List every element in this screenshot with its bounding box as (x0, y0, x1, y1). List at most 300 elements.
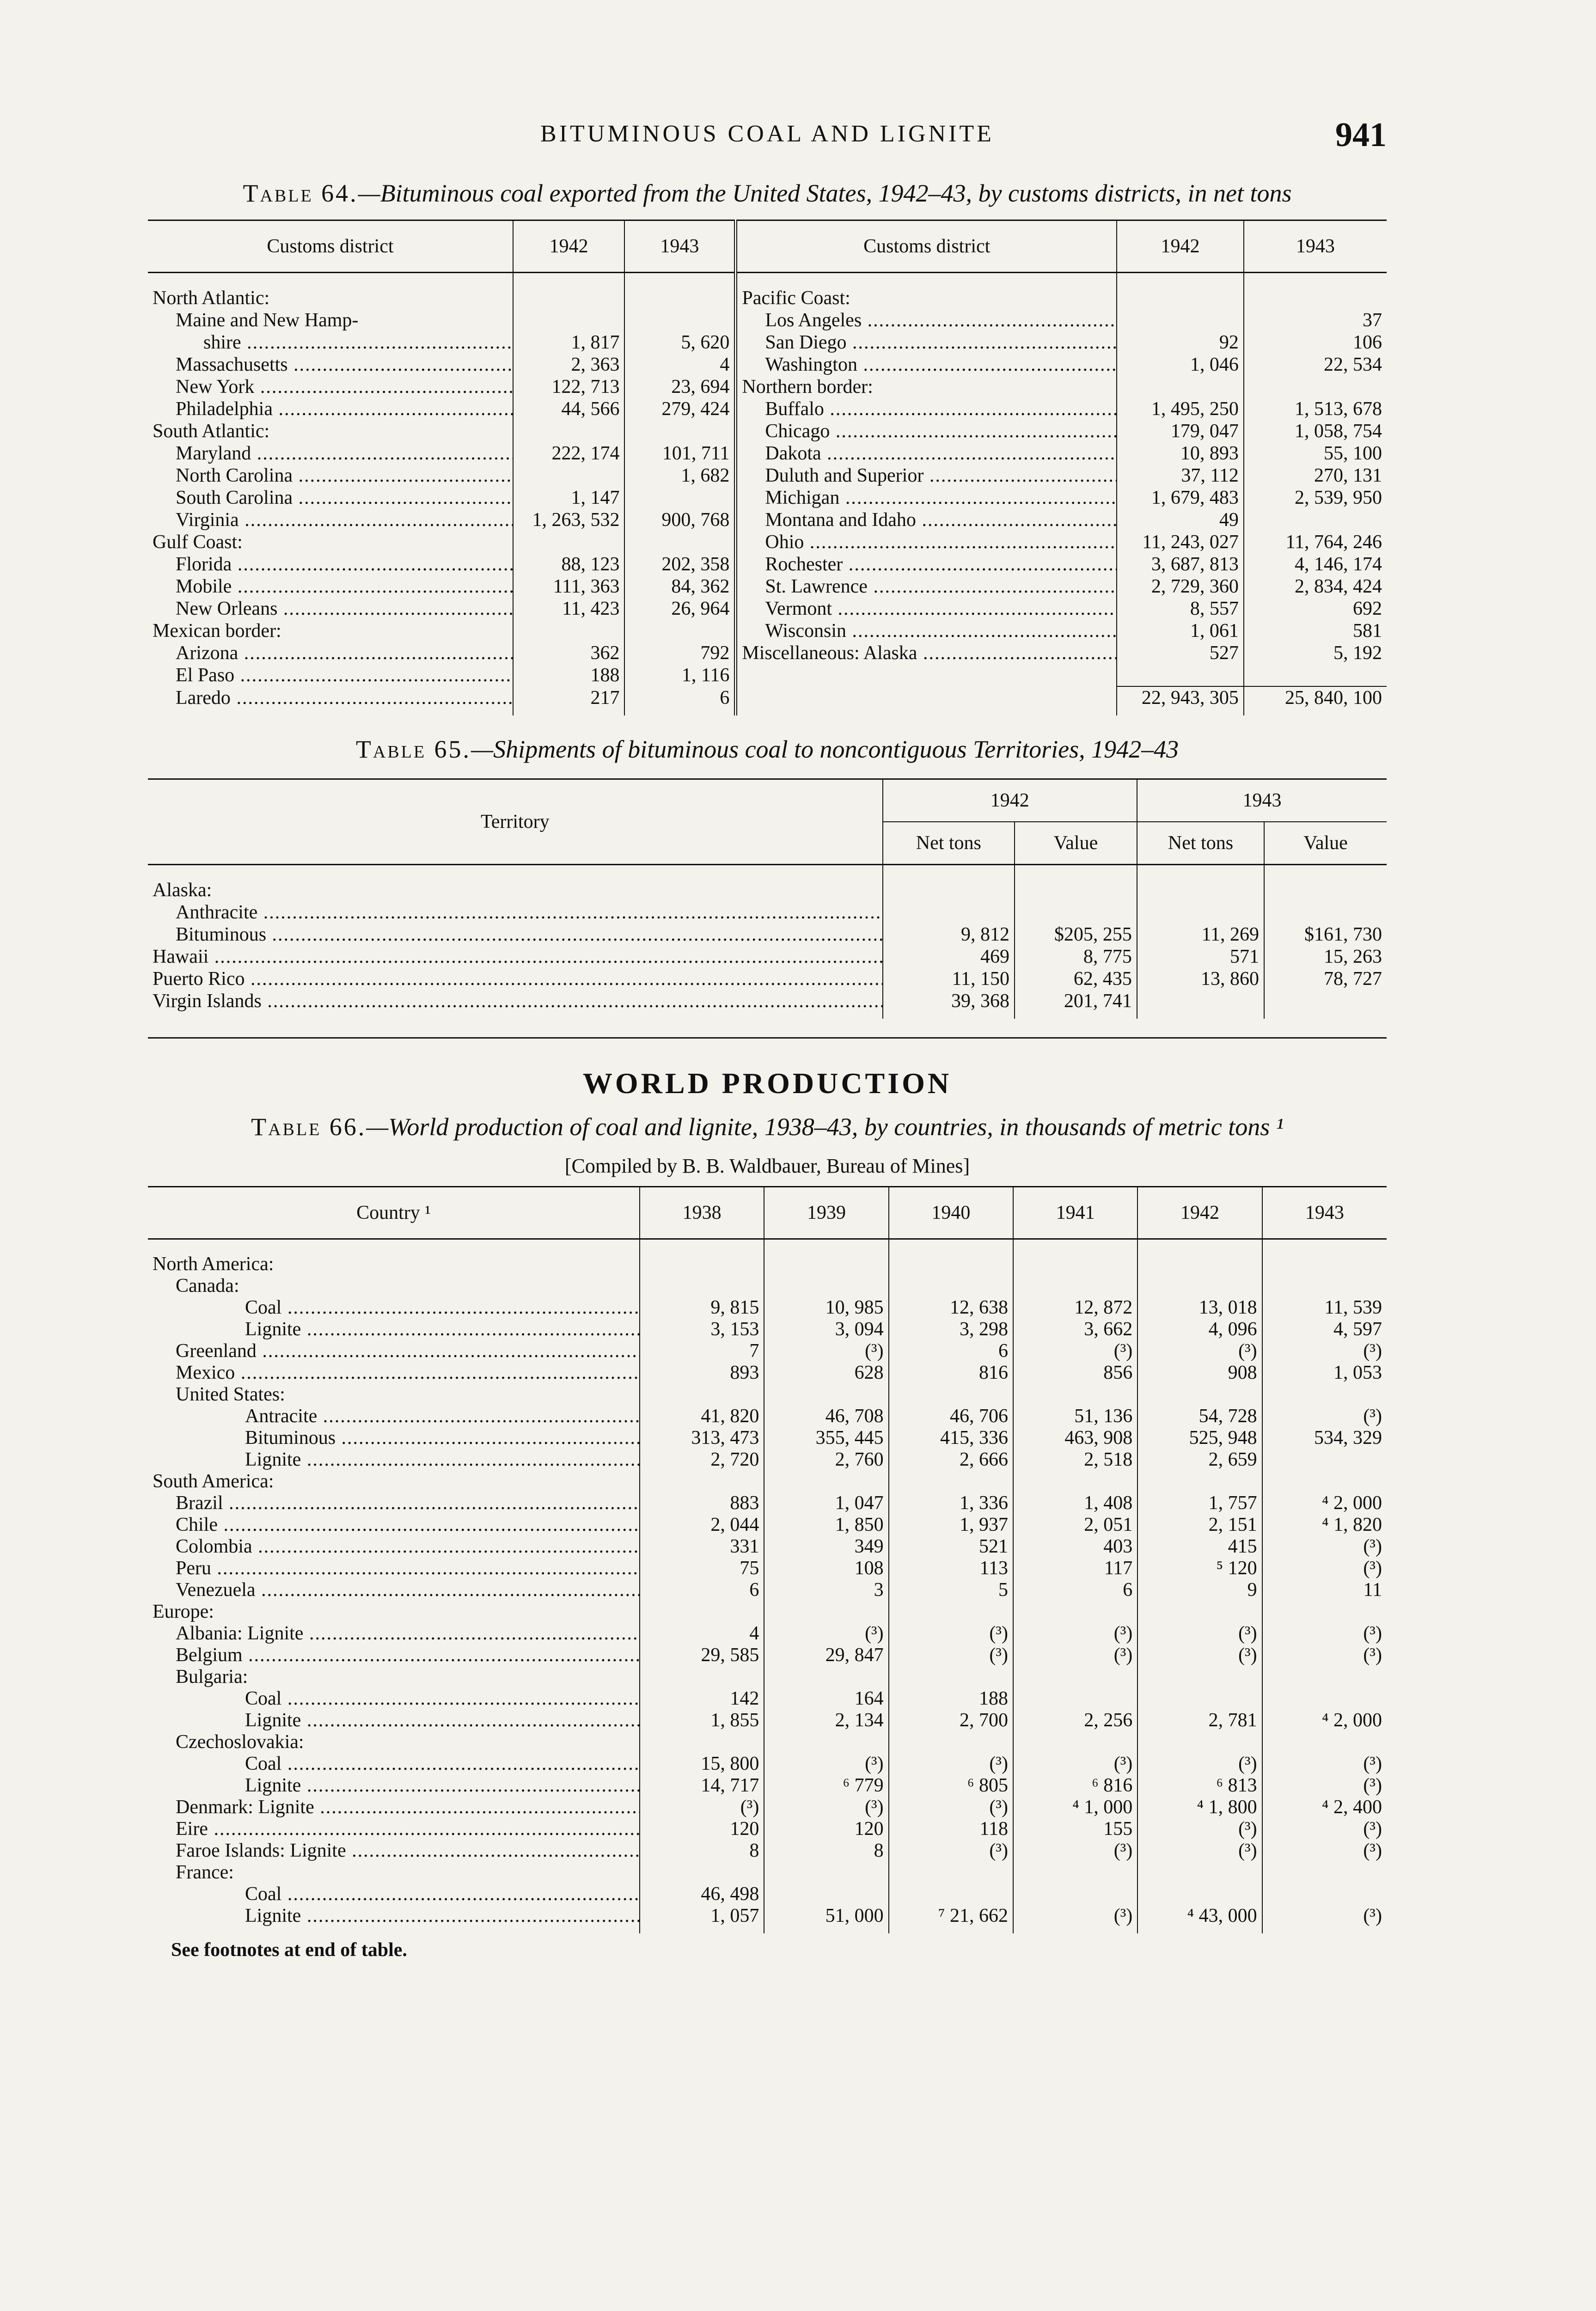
value-cell: 46, 498 (640, 1883, 764, 1905)
value-cell (1137, 1275, 1262, 1297)
value-cell: ⁷ 21, 662 (889, 1905, 1013, 1933)
value-cell: 581 (1244, 620, 1387, 642)
value-cell (513, 531, 625, 553)
value-cell (1013, 1731, 1137, 1753)
table-row (148, 442, 1387, 465)
value-cell (889, 1384, 1013, 1406)
value-cell: 4, 146, 174 (1244, 553, 1387, 575)
row-label-text: Albania: Lignite ..... (153, 1623, 635, 1645)
value-cell: ⁴ 1, 800 (1137, 1797, 1262, 1818)
row-label (148, 1471, 640, 1492)
document-page (148, 116, 1387, 1961)
row-label (736, 465, 1117, 487)
value-cell: 7 (640, 1340, 764, 1362)
row-label-text: Europe: (153, 1601, 214, 1622)
value-cell: (³) (764, 1797, 888, 1818)
row-label-text: Lignite ..... (153, 1710, 635, 1731)
value-cell (1262, 1384, 1387, 1406)
value-cell: 883 (640, 1492, 764, 1514)
value-cell (624, 309, 735, 331)
table-row (148, 1710, 1387, 1731)
value-cell (1137, 1601, 1262, 1623)
row-label-text: Michigan ..... (742, 487, 1112, 509)
table-row (148, 1797, 1387, 1818)
value-cell: 88, 123 (513, 553, 625, 575)
value-cell (1013, 1384, 1137, 1406)
row-label-text: Wisconsin ..... (742, 620, 1112, 642)
value-cell: (³) (640, 1797, 764, 1818)
row-label-text: Laredo ..... (153, 687, 508, 709)
value-cell: 14, 717 (640, 1775, 764, 1797)
row-label (148, 1492, 640, 1514)
row-label-text: New York ..... (153, 376, 508, 398)
row-label-text: Rochester ..... (742, 553, 1112, 575)
table-row (148, 1666, 1387, 1688)
value-cell (1013, 1471, 1137, 1492)
value-cell (764, 1384, 888, 1406)
row-label-text: Anthracite ..... (153, 901, 878, 923)
t65-col-nettons-1942: Net tons (883, 822, 1015, 865)
table-row (148, 1449, 1387, 1471)
value-cell: 415, 336 (889, 1427, 1013, 1449)
table-row (148, 487, 1387, 509)
value-cell: 415 (1137, 1536, 1262, 1558)
table66-caption (148, 1112, 1387, 1142)
value-cell: (³) (889, 1840, 1013, 1862)
value-cell (764, 1471, 888, 1492)
value-cell: 469 (883, 946, 1015, 968)
value-cell: 2, 363 (513, 354, 625, 376)
value-cell: 113 (889, 1558, 1013, 1579)
value-cell: 463, 908 (1013, 1427, 1137, 1449)
value-cell (1137, 1384, 1262, 1406)
value-cell: 120 (640, 1818, 764, 1840)
value-cell: 11, 423 (513, 598, 625, 620)
table66-label: Table 66. (251, 1113, 367, 1141)
row-label-text: Bulgaria: (176, 1666, 248, 1687)
value-cell (1262, 1471, 1387, 1492)
value-cell (889, 1731, 1013, 1753)
row-label (148, 331, 513, 354)
t66-col-year: 1943 (1262, 1187, 1387, 1239)
value-cell: 108 (764, 1558, 888, 1579)
value-cell: 362 (513, 642, 625, 664)
row-label-text: South America: (153, 1471, 274, 1492)
value-cell: ⁵ 120 (1137, 1558, 1262, 1579)
value-cell: 313, 473 (640, 1427, 764, 1449)
row-label (148, 686, 513, 715)
value-cell: 11, 764, 246 (1244, 531, 1387, 553)
value-cell: ⁴ 2, 000 (1262, 1710, 1387, 1731)
value-cell: ⁴ 1, 820 (1262, 1514, 1387, 1536)
row-label-text: Coal ..... (153, 1688, 635, 1710)
value-cell: 1, 850 (764, 1514, 888, 1536)
value-cell (624, 531, 735, 553)
value-cell (1013, 1275, 1137, 1297)
value-cell: 856 (1013, 1362, 1137, 1384)
value-cell (1137, 1471, 1262, 1492)
value-cell: 4, 597 (1262, 1319, 1387, 1340)
table-row (148, 1818, 1387, 1840)
value-cell: 571 (1137, 946, 1264, 968)
value-cell: (³) (889, 1797, 1013, 1818)
row-label-text: Northern border: (742, 376, 873, 397)
row-label-text: Lignite ..... (153, 1449, 635, 1471)
row-label (148, 465, 513, 487)
table-row (148, 1340, 1387, 1362)
row-label (148, 1319, 640, 1340)
value-cell: 29, 585 (640, 1645, 764, 1666)
value-cell: (³) (1262, 1840, 1387, 1862)
value-cell: 692 (1244, 598, 1387, 620)
row-label (148, 1536, 640, 1558)
value-cell: 2, 700 (889, 1710, 1013, 1731)
value-cell (1137, 1688, 1262, 1710)
value-cell: (³) (764, 1753, 888, 1775)
value-cell: 75 (640, 1558, 764, 1579)
table65 (148, 778, 1387, 1019)
value-cell: (³) (1262, 1558, 1387, 1579)
t66-col-year: 1941 (1013, 1187, 1137, 1239)
row-label-text: Brazil ..... (153, 1492, 635, 1514)
row-label (148, 1623, 640, 1645)
value-cell (1117, 309, 1244, 331)
value-cell: 2, 659 (1137, 1449, 1262, 1471)
value-cell: (³) (1137, 1753, 1262, 1775)
value-cell (1262, 1731, 1387, 1753)
value-cell: 222, 174 (513, 442, 625, 465)
value-cell: (³) (889, 1753, 1013, 1775)
row-label (148, 1449, 640, 1471)
table-row (148, 1384, 1387, 1406)
row-label (148, 1384, 640, 1406)
table-row (148, 865, 1387, 902)
table-row (148, 686, 1387, 715)
value-cell: 44, 566 (513, 398, 625, 420)
value-cell (1013, 1862, 1137, 1883)
row-label (148, 1362, 640, 1384)
value-cell: ⁴ 2, 000 (1262, 1492, 1387, 1514)
value-cell: 37 (1244, 309, 1387, 331)
row-label-text: Peru ..... (153, 1558, 635, 1579)
value-cell (764, 1601, 888, 1623)
row-label-text: Ohio ..... (742, 531, 1112, 553)
table-row (148, 1239, 1387, 1276)
value-cell: (³) (1013, 1753, 1137, 1775)
value-cell: 355, 445 (764, 1427, 888, 1449)
t64-col-district-right: Customs district (736, 220, 1117, 273)
value-cell (1137, 901, 1264, 923)
row-label (736, 420, 1117, 442)
row-label (736, 354, 1117, 376)
value-cell (889, 1883, 1013, 1905)
row-label-text: San Diego ..... (742, 331, 1112, 354)
value-cell (640, 1471, 764, 1492)
table66-footnote: See footnotes at end of table. (171, 1939, 407, 1961)
table65-caption (148, 734, 1387, 764)
value-cell: 1, 058, 754 (1244, 420, 1387, 442)
value-cell: 1, 817 (513, 331, 625, 354)
value-cell: 1, 147 (513, 487, 625, 509)
table65-label: Table 65. (355, 735, 471, 763)
value-cell (513, 309, 625, 331)
value-cell: 900, 768 (624, 509, 735, 531)
row-label (148, 1883, 640, 1905)
value-cell: 1, 513, 678 (1244, 398, 1387, 420)
value-cell (513, 420, 625, 442)
table-row (148, 331, 1387, 354)
value-cell: 51, 000 (764, 1905, 888, 1933)
row-label (736, 398, 1117, 420)
value-cell: 122, 713 (513, 376, 625, 398)
row-label-text: Chile ..... (153, 1514, 635, 1536)
row-label-text: Coal ..... (153, 1753, 635, 1775)
row-label-text: France: (176, 1862, 234, 1883)
value-cell (1137, 1666, 1262, 1688)
row-label (148, 1514, 640, 1536)
value-cell (1013, 1688, 1137, 1710)
value-cell (1244, 273, 1387, 310)
value-cell: (³) (764, 1623, 888, 1645)
t66-col-year: 1940 (889, 1187, 1013, 1239)
row-label-text: Lignite ..... (153, 1319, 635, 1340)
value-cell: 908 (1137, 1362, 1262, 1384)
table-row (148, 309, 1387, 331)
value-cell: 54, 728 (1137, 1406, 1262, 1427)
t64-col-district-left: Customs district (148, 220, 513, 273)
value-cell: 217 (513, 686, 625, 715)
value-cell: 117 (1013, 1558, 1137, 1579)
value-cell: (³) (1013, 1340, 1137, 1362)
row-label-text: Lignite ..... (153, 1775, 635, 1797)
row-label (148, 509, 513, 531)
value-cell: 118 (889, 1818, 1013, 1840)
row-label-text: Faroe Islands: Lignite ..... (153, 1840, 635, 1862)
table-row (148, 1297, 1387, 1319)
row-label-text: South Carolina ..... (153, 487, 508, 509)
row-label-text: Arizona ..... (153, 642, 508, 664)
value-cell: 3 (764, 1579, 888, 1601)
value-cell: 1, 116 (624, 664, 735, 686)
value-cell: 11, 150 (883, 968, 1015, 990)
value-cell (889, 1239, 1013, 1276)
row-label (148, 1905, 640, 1933)
value-cell: 3, 094 (764, 1319, 888, 1340)
row-label (148, 398, 513, 420)
table66 (148, 1186, 1387, 1933)
value-cell: (³) (1262, 1340, 1387, 1362)
row-label (736, 642, 1117, 664)
row-label-text: Florida ..... (153, 553, 508, 575)
row-label (148, 1579, 640, 1601)
value-cell: (³) (1262, 1818, 1387, 1840)
row-label (148, 1406, 640, 1427)
value-cell: (³) (889, 1645, 1013, 1666)
value-cell: 46, 706 (889, 1406, 1013, 1427)
row-label (736, 376, 1117, 398)
row-label (148, 1818, 640, 1840)
table-row (148, 1883, 1387, 1905)
value-cell (1015, 901, 1137, 923)
row-label (148, 642, 513, 664)
value-cell: (³) (1137, 1340, 1262, 1362)
value-cell: 1, 053 (1262, 1362, 1387, 1384)
running-title: BITUMINOUS COAL AND LIGNITE (540, 121, 994, 147)
row-label-text: Maryland ..... (153, 442, 508, 465)
table64-title: —Bituminous coal exported from the United States, 1942–43, by customs districts, in net tons (358, 179, 1292, 207)
value-cell (624, 420, 735, 442)
row-label (736, 664, 1117, 686)
value-cell: $205, 255 (1015, 923, 1137, 946)
row-label (148, 1666, 640, 1688)
value-cell: (³) (1013, 1645, 1137, 1666)
value-cell (764, 1862, 888, 1883)
row-label-text: Vermont ..... (742, 598, 1112, 620)
value-cell: ⁶ 816 (1013, 1775, 1137, 1797)
value-cell (1137, 990, 1264, 1019)
value-cell (1262, 1862, 1387, 1883)
value-cell (1137, 1862, 1262, 1883)
row-label (148, 553, 513, 575)
value-cell: (³) (889, 1623, 1013, 1645)
value-cell: 527 (1117, 642, 1244, 664)
table-row (148, 1579, 1387, 1601)
row-label-text: Miscellaneous: Alaska ..... (742, 642, 1112, 664)
row-label-text: Bituminous ..... (153, 1427, 635, 1449)
value-cell: (³) (1137, 1840, 1262, 1862)
value-cell: 2, 720 (640, 1449, 764, 1471)
row-label (148, 990, 883, 1019)
row-label (148, 1239, 640, 1276)
value-cell: 3, 298 (889, 1319, 1013, 1340)
table-row (148, 1319, 1387, 1340)
value-cell (1117, 376, 1244, 398)
value-cell (1264, 901, 1387, 923)
value-cell: 39, 368 (883, 990, 1015, 1019)
value-cell (1244, 376, 1387, 398)
value-cell (764, 1239, 888, 1276)
table-row (148, 531, 1387, 553)
value-cell: 49 (1117, 509, 1244, 531)
row-label (736, 487, 1117, 509)
row-label (148, 354, 513, 376)
table-row (148, 1775, 1387, 1797)
row-label-text: Mexican border: (153, 620, 281, 642)
value-cell: 4, 096 (1137, 1319, 1262, 1340)
value-cell: (³) (1137, 1623, 1262, 1645)
value-cell: 8, 557 (1117, 598, 1244, 620)
value-cell: 29, 847 (764, 1645, 888, 1666)
value-cell: 1, 937 (889, 1514, 1013, 1536)
table-row (148, 465, 1387, 487)
table64 (148, 220, 1387, 715)
table-row (148, 901, 1387, 923)
value-cell (1262, 1449, 1387, 1471)
value-cell (640, 1666, 764, 1688)
value-cell: 13, 860 (1137, 968, 1264, 990)
value-cell: 2, 044 (640, 1514, 764, 1536)
value-cell: 62, 435 (1015, 968, 1137, 990)
value-cell: 84, 362 (624, 575, 735, 598)
row-label (148, 376, 513, 398)
table-row (148, 923, 1387, 946)
row-label (736, 309, 1117, 331)
value-cell (1013, 1883, 1137, 1905)
row-label-text: Virginia ..... (153, 509, 508, 531)
value-cell: 6 (889, 1340, 1013, 1362)
row-label-text: Coal ..... (153, 1297, 635, 1319)
value-cell: 55, 100 (1244, 442, 1387, 465)
value-cell: 3, 687, 813 (1117, 553, 1244, 575)
row-label (736, 553, 1117, 575)
value-cell (640, 1862, 764, 1883)
value-cell (1013, 1239, 1137, 1276)
row-label (736, 442, 1117, 465)
table-row (148, 1840, 1387, 1862)
value-cell: (³) (1262, 1905, 1387, 1933)
value-cell: 9, 812 (883, 923, 1015, 946)
value-cell (624, 487, 735, 509)
value-cell: 164 (764, 1688, 888, 1710)
value-cell (640, 1601, 764, 1623)
value-cell: ⁴ 43, 000 (1137, 1905, 1262, 1933)
value-cell (1244, 509, 1387, 531)
value-cell (1264, 990, 1387, 1019)
table-row (148, 1753, 1387, 1775)
value-cell: 1, 057 (640, 1905, 764, 1933)
row-label-text: Lignite ..... (153, 1905, 635, 1927)
value-cell: 15, 263 (1264, 946, 1387, 968)
table65-bottom-rule (148, 1037, 1387, 1039)
value-cell (513, 273, 625, 310)
value-cell (883, 901, 1015, 923)
table-row (148, 1362, 1387, 1384)
row-label-text: North America: (153, 1253, 274, 1275)
row-label-text: St. Lawrence ..... (742, 575, 1112, 598)
value-cell: ⁶ 805 (889, 1775, 1013, 1797)
value-cell: 893 (640, 1362, 764, 1384)
table64-label: Table 64. (243, 179, 358, 207)
row-label-text: Los Angeles ..... (742, 309, 1112, 331)
row-label (148, 1645, 640, 1666)
row-label (736, 531, 1117, 553)
table-row (148, 1492, 1387, 1514)
table65-title: —Shipments of bituminous coal to noncontiguous Territories, 1942–43 (471, 735, 1179, 763)
value-cell (640, 1731, 764, 1753)
value-cell: 1, 061 (1117, 620, 1244, 642)
table-row (148, 642, 1387, 664)
value-cell: 8 (640, 1840, 764, 1862)
table-row (148, 1427, 1387, 1449)
value-cell (889, 1862, 1013, 1883)
table-row (148, 1623, 1387, 1645)
value-cell (889, 1601, 1013, 1623)
value-cell (1262, 1275, 1387, 1297)
value-cell: ⁶ 813 (1137, 1775, 1262, 1797)
value-cell (764, 1883, 888, 1905)
value-cell (1013, 1601, 1137, 1623)
table-row (148, 1514, 1387, 1536)
table-row (148, 1645, 1387, 1666)
row-label (148, 620, 513, 642)
row-label-text: Canada: (176, 1275, 239, 1296)
page-header (148, 116, 1387, 157)
value-cell: 2, 781 (1137, 1710, 1262, 1731)
row-label-text: shire ..... (153, 331, 508, 354)
value-cell (1137, 1239, 1262, 1276)
row-label (148, 1427, 640, 1449)
value-cell: (³) (1262, 1623, 1387, 1645)
